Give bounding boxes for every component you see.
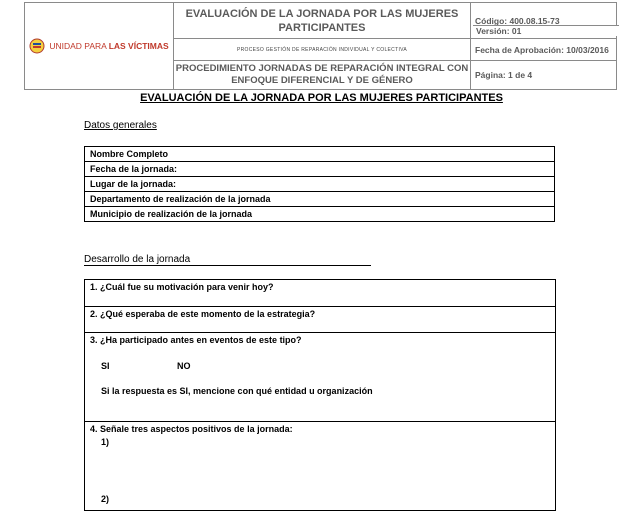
development-heading: Desarrollo de la jornada [84, 254, 371, 266]
procedure-cell: PROCEDIMIENTO JORNADAS DE REPARACIÓN INTEGRAL CON ENFOQUE DIFERENCIAL Y DE GÉNERO [174, 61, 471, 90]
text-cursor [555, 421, 556, 435]
question-1-box [84, 279, 556, 307]
question-4-item-1: 1) [101, 437, 110, 447]
field-full-name: Nombre Completo [85, 147, 555, 162]
page-title: EVALUACIÓN DE LA JORNADA POR LAS MUJERES PARTICIPANTES [140, 92, 503, 104]
colombia-seal-icon [29, 38, 45, 54]
question-4-box [84, 421, 556, 511]
process-cell: PROCESO GESTIÓN DE REPARACIÓN INDIVIDUAL Y COLECTIVA [174, 39, 471, 61]
document-header [24, 2, 617, 89]
code-cell: Código: 400.08.15-73 [471, 3, 617, 39]
question-2-text: 2. ¿Qué esperaba de este momento de la estrategia? [90, 309, 316, 319]
question-3-followup: Si la respuesta es SI, mencione con qué entidad u organización [101, 386, 373, 396]
question-4-item-2: 2) [101, 494, 110, 504]
answer-no-label: NO [177, 361, 191, 371]
general-data-heading: Datos generales [84, 120, 157, 131]
field-date: Fecha de la jornada: [85, 162, 555, 177]
approval-cell: Fecha de Aprobación: 10/03/2016 [471, 39, 617, 61]
field-department: Departamento de realización de la jornada [85, 192, 555, 207]
field-municipality: Municipio de realización de la jornada [85, 207, 555, 222]
question-3-box [84, 332, 556, 422]
question-1-text: 1. ¿Cuál fue su motivación para venir hoy? [90, 282, 274, 292]
answer-yes-label: SI [101, 361, 110, 371]
question-4-text: 4. Señale tres aspectos positivos de la jornada: [90, 424, 293, 434]
version-label: Versión: 01 [473, 25, 619, 36]
field-place: Lugar de la jornada: [85, 177, 555, 192]
question-3-text: 3. ¿Ha participado antes en eventos de este tipo? [90, 335, 302, 345]
question-2-box [84, 306, 556, 333]
unidad-victimas-logo: UNIDAD PARA LAS VÍCTIMAS [25, 38, 173, 54]
doc-title-cell: EVALUACIÓN DE LA JORNADA POR LAS MUJERES PARTICIPANTES [174, 3, 471, 39]
general-data-table [84, 146, 555, 222]
page-cell: Página: 1 de 4 [471, 61, 617, 90]
logo-cell [25, 3, 174, 90]
